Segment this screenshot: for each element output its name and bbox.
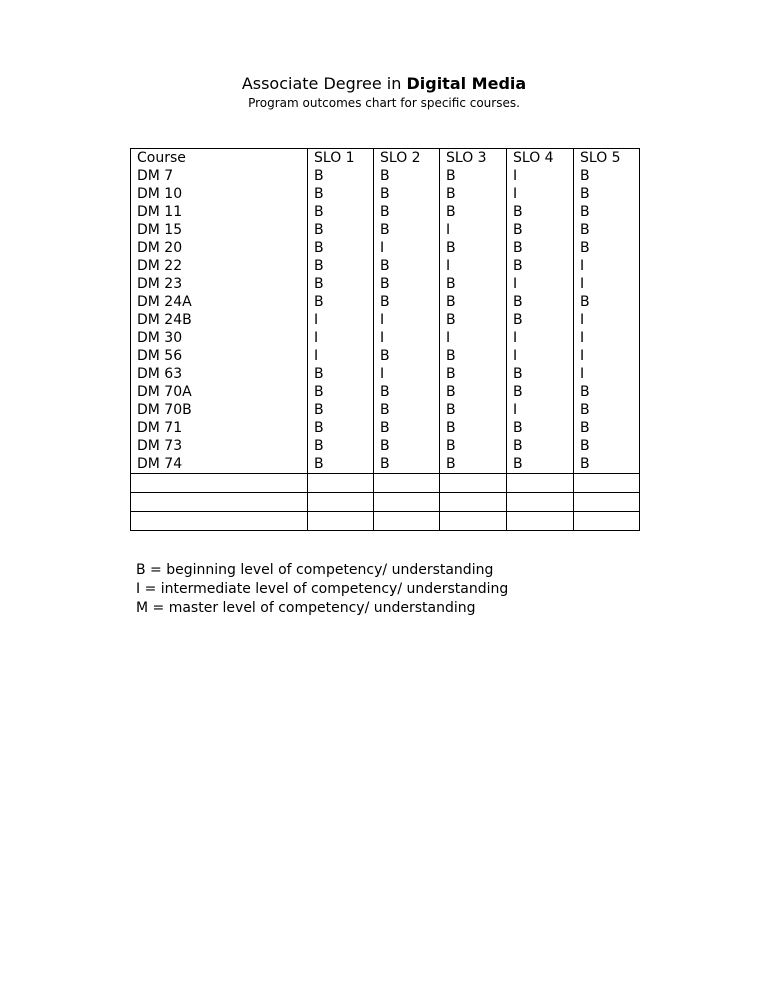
page-title [0, 74, 768, 94]
table-row [131, 401, 640, 419]
slo-3-cell: B [440, 167, 507, 185]
slo-1-cell: B [308, 203, 374, 221]
empty-cell [507, 474, 574, 493]
slo-2-cell: I [374, 365, 440, 383]
title-prefix: Associate Degree in [241, 74, 407, 93]
slo-4-cell: I [507, 329, 574, 347]
table-row [131, 311, 640, 329]
slo-3-cell: B [440, 311, 507, 329]
empty-cell [574, 493, 640, 512]
slo-1-cell: B [308, 365, 374, 383]
empty-table-row [131, 493, 640, 512]
table-row [131, 275, 640, 293]
course-cell: DM 73 [131, 437, 308, 455]
course-cell: DM 70A [131, 383, 308, 401]
course-cell: DM 74 [131, 455, 308, 474]
header-slo-3: SLO 3 [440, 149, 507, 168]
header-slo-4: SLO 4 [507, 149, 574, 168]
slo-5-cell: B [574, 203, 640, 221]
slo-1-cell: B [308, 455, 374, 474]
course-cell: DM 10 [131, 185, 308, 203]
course-cell: DM 24A [131, 293, 308, 311]
slo-4-cell: B [507, 455, 574, 474]
slo-4-cell: B [507, 221, 574, 239]
course-cell: DM 23 [131, 275, 308, 293]
slo-3-cell: I [440, 257, 507, 275]
empty-cell [574, 474, 640, 493]
slo-4-cell: B [507, 419, 574, 437]
course-cell: DM 22 [131, 257, 308, 275]
header-course: Course [131, 149, 308, 168]
slo-3-cell: I [440, 221, 507, 239]
slo-2-cell: B [374, 221, 440, 239]
empty-cell [374, 474, 440, 493]
course-cell: DM 56 [131, 347, 308, 365]
course-cell: DM 71 [131, 419, 308, 437]
slo-1-cell: B [308, 221, 374, 239]
slo-1-cell: I [308, 329, 374, 347]
slo-5-cell: B [574, 437, 640, 455]
slo-5-cell: B [574, 221, 640, 239]
title-emphasis: Digital Media [406, 74, 527, 93]
slo-1-cell: B [308, 257, 374, 275]
table-header-row [131, 149, 640, 168]
slo-4-cell: B [507, 383, 574, 401]
slo-3-cell: B [440, 455, 507, 474]
slo-2-cell: B [374, 167, 440, 185]
slo-4-cell: I [507, 347, 574, 365]
table-row [131, 257, 640, 275]
slo-2-cell: B [374, 275, 440, 293]
slo-1-cell: B [308, 167, 374, 185]
slo-2-cell: B [374, 185, 440, 203]
slo-2-cell: B [374, 257, 440, 275]
slo-2-cell: B [374, 437, 440, 455]
course-cell: DM 7 [131, 167, 308, 185]
legend-intermediate: I = intermediate level of competency/ understanding [136, 581, 509, 597]
slo-1-cell: B [308, 275, 374, 293]
course-cell: DM 15 [131, 221, 308, 239]
empty-cell [308, 474, 374, 493]
slo-2-cell: B [374, 203, 440, 221]
slo-4-cell: B [507, 365, 574, 383]
table-row [131, 383, 640, 401]
table-row [131, 419, 640, 437]
slo-5-cell: B [574, 383, 640, 401]
slo-1-cell: B [308, 383, 374, 401]
slo-3-cell: B [440, 383, 507, 401]
slo-3-cell: B [440, 293, 507, 311]
slo-1-cell: B [308, 185, 374, 203]
table-row [131, 365, 640, 383]
empty-cell [374, 493, 440, 512]
slo-4-cell: I [507, 185, 574, 203]
slo-5-cell: B [574, 401, 640, 419]
slo-5-cell: I [574, 257, 640, 275]
table-row [131, 239, 640, 257]
slo-4-cell: B [507, 257, 574, 275]
empty-cell [440, 474, 507, 493]
slo-5-cell: B [574, 455, 640, 474]
slo-1-cell: B [308, 401, 374, 419]
slo-2-cell: B [374, 419, 440, 437]
empty-cell [507, 512, 574, 531]
empty-cell [440, 493, 507, 512]
slo-4-cell: B [507, 311, 574, 329]
slo-1-cell: B [308, 419, 374, 437]
slo-4-cell: B [507, 293, 574, 311]
empty-cell [308, 493, 374, 512]
slo-5-cell: B [574, 293, 640, 311]
slo-3-cell: B [440, 365, 507, 383]
empty-cell [131, 493, 308, 512]
slo-1-cell: I [308, 347, 374, 365]
outcomes-table-body [131, 149, 640, 531]
legend-beginning: B = beginning level of competency/ understanding [136, 562, 494, 578]
slo-5-cell: I [574, 347, 640, 365]
page-subtitle: Program outcomes chart for specific courses. [248, 96, 520, 110]
slo-3-cell: B [440, 185, 507, 203]
empty-cell [308, 512, 374, 531]
slo-5-cell: B [574, 419, 640, 437]
empty-cell [507, 493, 574, 512]
table-row [131, 347, 640, 365]
outcomes-table [130, 148, 640, 531]
slo-3-cell: B [440, 419, 507, 437]
empty-cell [131, 474, 308, 493]
empty-table-row [131, 512, 640, 531]
slo-3-cell: B [440, 401, 507, 419]
table-row [131, 437, 640, 455]
course-cell: DM 24B [131, 311, 308, 329]
slo-5-cell: I [574, 311, 640, 329]
slo-2-cell: B [374, 347, 440, 365]
slo-3-cell: B [440, 437, 507, 455]
slo-2-cell: B [374, 293, 440, 311]
slo-4-cell: I [507, 401, 574, 419]
slo-3-cell: B [440, 239, 507, 257]
legend-master: M = master level of competency/ understanding [136, 600, 476, 616]
slo-1-cell: B [308, 293, 374, 311]
slo-4-cell: B [507, 437, 574, 455]
empty-cell [440, 512, 507, 531]
slo-1-cell: B [308, 437, 374, 455]
slo-2-cell: B [374, 383, 440, 401]
slo-5-cell: B [574, 185, 640, 203]
table-row [131, 203, 640, 221]
course-cell: DM 11 [131, 203, 308, 221]
slo-2-cell: I [374, 239, 440, 257]
empty-cell [374, 512, 440, 531]
empty-table-row [131, 474, 640, 493]
course-cell: DM 70B [131, 401, 308, 419]
header-slo-2: SLO 2 [374, 149, 440, 168]
slo-3-cell: B [440, 203, 507, 221]
slo-2-cell: B [374, 455, 440, 474]
table-row [131, 455, 640, 474]
course-cell: DM 20 [131, 239, 308, 257]
table-row [131, 185, 640, 203]
slo-1-cell: B [308, 239, 374, 257]
slo-5-cell: I [574, 365, 640, 383]
slo-2-cell: B [374, 401, 440, 419]
course-cell: DM 63 [131, 365, 308, 383]
slo-2-cell: I [374, 329, 440, 347]
slo-4-cell: B [507, 239, 574, 257]
table-row [131, 167, 640, 185]
slo-3-cell: B [440, 347, 507, 365]
slo-5-cell: I [574, 275, 640, 293]
slo-3-cell: B [440, 275, 507, 293]
slo-1-cell: I [308, 311, 374, 329]
empty-cell [131, 512, 308, 531]
header-slo-5: SLO 5 [574, 149, 640, 168]
header-slo-1: SLO 1 [308, 149, 374, 168]
empty-cell [574, 512, 640, 531]
slo-4-cell: I [507, 167, 574, 185]
slo-5-cell: I [574, 329, 640, 347]
slo-4-cell: B [507, 203, 574, 221]
slo-2-cell: I [374, 311, 440, 329]
legend [136, 561, 508, 618]
table-row [131, 329, 640, 347]
slo-3-cell: I [440, 329, 507, 347]
course-cell: DM 30 [131, 329, 308, 347]
slo-5-cell: B [574, 167, 640, 185]
table-row [131, 293, 640, 311]
table-row [131, 221, 640, 239]
slo-4-cell: I [507, 275, 574, 293]
slo-5-cell: B [574, 239, 640, 257]
